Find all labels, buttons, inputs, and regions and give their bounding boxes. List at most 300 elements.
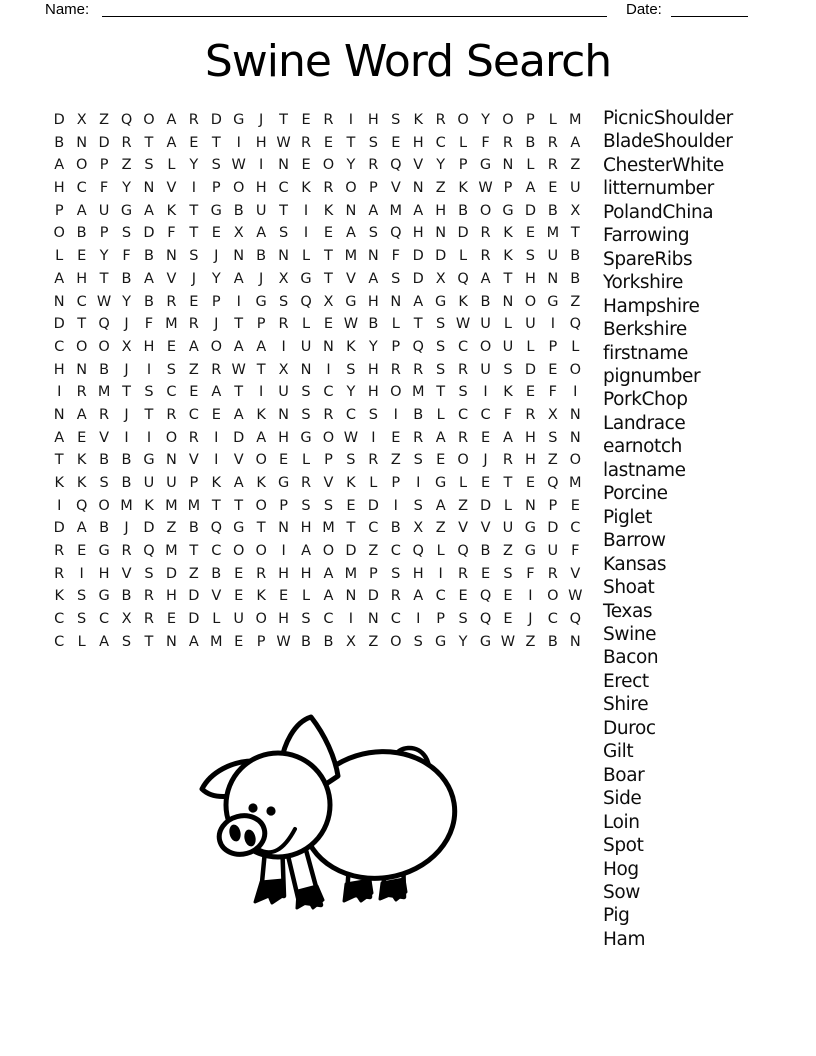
grid-letter: T [436, 384, 446, 401]
grid-letter: C [345, 406, 356, 423]
grid-letter: Z [188, 565, 199, 582]
grid-letter: N [165, 452, 177, 469]
grid-letter: K [211, 475, 222, 491]
grid-letter: O [457, 112, 469, 128]
grid-letter: C [99, 611, 110, 628]
word-list-item: Side [603, 788, 642, 810]
grid-letter: K [144, 497, 154, 514]
grid-letter: U [255, 202, 267, 219]
grid-letter: I [416, 475, 421, 491]
grid-letter: R [413, 429, 424, 446]
grid-letter: B [570, 270, 581, 287]
grid-letter: U [278, 384, 289, 401]
grid-letter: Z [435, 180, 446, 197]
grid-letter: D [165, 565, 177, 582]
grid-letter: Z [166, 520, 177, 537]
grid-letter: G [524, 543, 537, 560]
grid-letter: L [548, 112, 557, 128]
grid-letter: T [413, 316, 423, 333]
grid-letter: M [165, 497, 178, 514]
grid-letter: S [391, 565, 401, 582]
grid-letter: N [323, 338, 334, 355]
pig-icon [182, 705, 462, 910]
grid-letter: R [413, 361, 424, 378]
grid-letter: A [368, 270, 379, 287]
grid-letter: R [121, 134, 132, 151]
grid-letter: C [76, 180, 87, 197]
grid-letter: S [503, 361, 513, 378]
grid-letter: R [323, 406, 334, 423]
grid-letter: H [278, 611, 290, 628]
grid-letter: J [259, 270, 264, 287]
grid-letter: V [99, 429, 110, 446]
grid-letter: V [390, 180, 401, 197]
grid-letter: P [526, 112, 535, 128]
grid-letter: L [459, 248, 468, 265]
grid-letter: E [211, 225, 221, 242]
grid-letter: S [458, 384, 468, 401]
grid-letter: A [54, 270, 65, 287]
grid-letter: F [503, 406, 513, 423]
grid-letter: Z [188, 361, 199, 378]
grid-letter: Y [458, 633, 468, 650]
grid-letter: U [547, 543, 559, 560]
grid-letter: A [323, 565, 334, 582]
grid-letter: F [122, 248, 131, 265]
grid-letter: R [368, 452, 379, 469]
word-list-item: Hampshire [603, 295, 700, 317]
grid-letter: L [212, 611, 221, 628]
grid-letter: H [300, 565, 312, 582]
grid-letter: M [187, 497, 201, 514]
grid-letter: W [478, 180, 493, 197]
grid-letter: K [256, 588, 266, 605]
grid-letter: D [479, 497, 492, 514]
grid-row [48, 132, 587, 155]
grid-row [48, 585, 587, 608]
grid-letter: C [570, 520, 581, 537]
grid-letter: K [54, 588, 64, 605]
grid-letter: K [166, 202, 177, 219]
grid-letter: M [546, 225, 560, 242]
grid-letter: S [436, 361, 446, 378]
grid-letter: K [323, 202, 334, 219]
grid-letter: A [211, 384, 222, 401]
grid-letter: H [165, 588, 177, 605]
grid-letter: R [166, 293, 177, 310]
grid-letter: R [480, 225, 491, 242]
grid-letter: K [76, 452, 87, 469]
grid-letter: S [144, 384, 154, 401]
word-list-item: Ham [603, 928, 646, 950]
grid-letter: W [500, 633, 516, 650]
grid-letter: N [547, 270, 559, 287]
grid-letter: T [234, 497, 244, 514]
grid-letter: T [279, 202, 289, 219]
grid-letter: L [301, 588, 311, 605]
grid-letter: M [97, 384, 111, 401]
grid-letter: A [233, 338, 244, 355]
grid-letter: I [416, 611, 421, 628]
grid-letter: B [480, 293, 491, 310]
grid-letter: N [300, 361, 312, 378]
grid-letter: G [233, 112, 245, 128]
grid-letter: I [438, 565, 443, 582]
grid-letter: B [233, 202, 244, 219]
grid-letter: S [368, 134, 378, 151]
grid-letter: I [191, 180, 196, 197]
grid-letter: G [143, 452, 155, 469]
grid-letter: Z [570, 157, 581, 174]
grid-letter: M [411, 384, 425, 401]
grid-letter: C [323, 611, 334, 628]
grid-letter: A [570, 134, 581, 151]
word-list-item: Landrace [603, 412, 686, 434]
grid-letter: L [526, 338, 535, 355]
word-list-item: Sow [603, 881, 640, 903]
grid-letter: N [278, 157, 290, 174]
grid-letter: S [346, 452, 356, 469]
grid-letter: K [346, 475, 356, 491]
grid-letter: I [573, 384, 578, 401]
grid-row [48, 359, 587, 382]
word-list-item: pignumber [603, 365, 701, 387]
word-list-item: Pig [603, 905, 630, 927]
grid-letter: C [278, 180, 289, 197]
grid-letter: R [525, 406, 536, 423]
grid-letter: C [323, 384, 334, 401]
grid-row [48, 427, 587, 450]
grid-letter: A [368, 202, 379, 219]
grid-letter: F [99, 180, 109, 197]
grid-letter: T [256, 361, 266, 378]
grid-letter: L [503, 316, 513, 333]
word-list-item: PicnicShoulder [603, 108, 733, 129]
grid-letter: D [53, 520, 65, 537]
grid-letter: T [279, 112, 289, 128]
grid-letter: R [76, 384, 87, 401]
grid-letter: C [435, 588, 446, 605]
grid-letter: E [525, 384, 535, 401]
grid-letter: N [278, 520, 290, 537]
grid-letter: J [528, 611, 533, 628]
grid-letter: R [323, 180, 334, 197]
grid-letter: H [367, 361, 379, 378]
grid-letter: V [121, 565, 132, 582]
grid-letter: L [167, 157, 176, 174]
grid-letter: D [53, 316, 65, 333]
grid-letter: A [256, 225, 267, 242]
grid-letter: U [480, 316, 491, 333]
grid-letter: S [144, 565, 154, 582]
grid-letter: T [570, 225, 580, 242]
grid-letter: B [211, 565, 222, 582]
grid-letter: B [323, 633, 334, 650]
grid-letter: S [391, 270, 401, 287]
grid-letter: E [391, 134, 401, 151]
grid-letter: U [569, 180, 581, 197]
grid-letter: D [547, 520, 559, 537]
grid-letter: S [413, 497, 423, 514]
grid-letter: H [524, 429, 536, 446]
grid-letter: K [346, 338, 356, 355]
grid-letter: E [211, 406, 221, 423]
grid-letter: Q [569, 611, 581, 628]
grid-letter: C [458, 406, 469, 423]
grid-row [48, 268, 587, 291]
grid-letter: C [76, 293, 87, 310]
grid-letter: C [54, 611, 65, 628]
grid-letter: P [436, 611, 446, 628]
grid-letter: G [479, 157, 492, 174]
grid-letter: W [568, 588, 583, 605]
grid-letter: I [550, 316, 555, 333]
grid-letter: L [436, 543, 445, 560]
grid-letter: E [234, 633, 244, 650]
grid-letter: X [121, 611, 132, 628]
grid-letter: V [323, 475, 334, 491]
grid-letter: A [435, 497, 446, 514]
grid-letter: X [278, 361, 289, 378]
grid-letter: O [524, 293, 537, 310]
grid-letter: Z [503, 543, 513, 560]
grid-letter: O [233, 543, 245, 560]
grid-letter: H [255, 134, 267, 151]
grid-letter: K [256, 406, 266, 423]
grid-letter: C [390, 611, 401, 628]
grid-letter: C [166, 384, 177, 401]
grid-letter: V [188, 452, 199, 469]
grid-letter: S [368, 225, 378, 242]
grid-letter: E [480, 429, 491, 446]
grid-letter: T [346, 134, 356, 151]
grid-letter: R [166, 406, 177, 423]
word-list-item: Swine [603, 623, 657, 645]
grid-letter: N [412, 180, 424, 197]
grid-letter: Q [210, 520, 222, 537]
grid-letter: X [76, 112, 87, 128]
grid-letter: X [547, 406, 558, 423]
grid-letter: S [166, 361, 177, 378]
grid-row [48, 631, 587, 654]
grid-letter: I [214, 429, 219, 446]
grid-letter: O [345, 180, 357, 197]
grid-row [48, 222, 587, 245]
grid-letter: A [233, 270, 244, 287]
grid-letter: Y [346, 157, 356, 174]
grid-letter: O [322, 543, 335, 560]
grid-letter: O [233, 180, 245, 197]
grid-letter: I [214, 452, 219, 469]
grid-letter: Q [390, 225, 402, 242]
word-search-grid [48, 109, 587, 654]
grid-letter: O [569, 361, 581, 378]
grid-letter: D [188, 611, 200, 628]
grid-letter: R [188, 429, 199, 446]
date-label: Date: [626, 1, 662, 18]
grid-letter: O [502, 112, 514, 128]
grid-letter: Y [436, 157, 446, 174]
grid-letter: S [413, 633, 423, 650]
grid-row [48, 177, 587, 200]
grid-letter: N [53, 406, 65, 423]
grid-letter: Q [300, 293, 312, 310]
grid-letter: R [480, 248, 491, 265]
grid-letter: N [345, 588, 357, 605]
grid-letter: W [231, 361, 246, 378]
grid-letter: K [301, 180, 311, 197]
grid-letter: I [483, 384, 488, 401]
grid-letter: T [503, 475, 513, 491]
grid-letter: B [390, 520, 401, 537]
grid-letter: X [570, 202, 581, 219]
grid-letter: K [458, 180, 468, 197]
grid-letter: U [480, 361, 491, 378]
grid-letter: J [124, 406, 129, 423]
word-list-item: Hog [603, 858, 639, 880]
word-list-item: litternumber [603, 178, 714, 200]
grid-letter: N [502, 293, 514, 310]
grid-letter: U [233, 611, 245, 628]
grid-letter: E [77, 429, 87, 446]
grid-letter: Q [120, 112, 133, 128]
grid-letter: A [256, 429, 267, 446]
grid-letter: N [143, 180, 155, 197]
grid-letter: L [459, 134, 468, 151]
grid-letter: U [98, 202, 110, 219]
grid-letter: X [121, 338, 132, 355]
grid-letter: Q [412, 543, 424, 560]
grid-letter: C [188, 406, 199, 423]
grid-letter: H [367, 112, 379, 128]
grid-letter: H [98, 565, 110, 582]
grid-letter: F [571, 543, 580, 560]
grid-letter: X [435, 270, 446, 287]
grid-letter: Q [412, 338, 424, 355]
grid-letter: L [459, 475, 468, 491]
grid-letter: R [188, 316, 199, 333]
grid-letter: S [525, 248, 536, 265]
grid-letter: H [278, 565, 290, 582]
grid-letter: R [300, 475, 312, 491]
word-list-item: Barrow [603, 530, 666, 552]
grid-row [48, 313, 587, 336]
grid-letter: P [54, 202, 64, 219]
grid-letter: B [458, 202, 469, 219]
grid-letter: B [368, 316, 379, 333]
grid-letter: P [256, 633, 266, 650]
grid-letter: O [75, 338, 88, 355]
grid-letter: I [348, 112, 354, 128]
grid-letter: Q [569, 316, 581, 333]
grid-letter: W [231, 157, 246, 174]
grid-letter: F [481, 134, 490, 151]
grid-letter: E [189, 293, 199, 310]
grid-letter: Y [122, 180, 131, 197]
word-list-item: PolandChina [603, 201, 714, 223]
word-list-item: Shoat [603, 577, 655, 599]
grid-letter: G [345, 293, 357, 310]
grid-row [48, 472, 587, 495]
grid-letter: E [480, 475, 491, 491]
grid-letter: N [53, 293, 65, 310]
grid-letter: N [390, 293, 402, 310]
grid-letter: G [300, 429, 312, 446]
grid-letter: Z [570, 293, 581, 310]
grid-letter: H [412, 134, 424, 151]
grid-letter: V [458, 520, 469, 537]
grid-letter: W [343, 316, 359, 333]
grid-letter: K [256, 475, 266, 491]
grid-letter: Y [99, 248, 109, 265]
grid-letter: H [367, 293, 379, 310]
grid-letter: S [77, 588, 87, 605]
grid-letter: Y [189, 157, 199, 174]
grid-letter: D [435, 248, 447, 265]
grid-letter: B [188, 520, 199, 537]
grid-letter: B [413, 406, 424, 423]
grid-letter: A [166, 134, 177, 151]
grid-letter: Y [346, 384, 356, 401]
word-list-item: Spot [603, 835, 644, 857]
grid-letter: E [77, 543, 87, 560]
word-list-item: Porcine [603, 483, 668, 505]
grid-letter: E [323, 225, 334, 242]
grid-letter: P [211, 180, 221, 197]
grid-letter: B [525, 134, 536, 151]
grid-letter: R [547, 157, 558, 174]
grid-letter: T [144, 633, 154, 650]
grid-letter: R [547, 565, 558, 582]
grid-letter: N [367, 611, 379, 628]
grid-letter: D [412, 270, 424, 287]
grid-letter: J [124, 316, 129, 333]
grid-letter: H [367, 384, 379, 401]
grid-letter: A [54, 157, 65, 174]
grid-letter: F [391, 248, 400, 265]
grid-letter: F [144, 316, 154, 333]
word-list-item: Texas [603, 600, 653, 622]
grid-letter: B [570, 248, 581, 265]
grid-letter: R [458, 429, 469, 446]
grid-letter: M [569, 475, 582, 491]
grid-letter: E [503, 588, 513, 605]
grid-letter: L [369, 475, 378, 491]
grid-letter: T [211, 497, 221, 514]
word-list-item: Boar [603, 764, 645, 786]
grid-letter: L [526, 157, 535, 174]
grid-letter: O [479, 202, 492, 219]
grid-letter: O [255, 543, 267, 560]
grid-letter: P [324, 452, 333, 469]
grid-letter: R [502, 134, 513, 151]
grid-letter: T [77, 316, 87, 333]
grid-letter: Z [368, 633, 379, 650]
grid-letter: B [99, 361, 110, 378]
grid-letter: E [189, 134, 199, 151]
grid-letter: P [548, 497, 558, 514]
grid-letter: N [569, 429, 581, 446]
grid-row [48, 291, 587, 314]
grid-letter: E [436, 452, 446, 469]
grid-letter: A [301, 543, 311, 560]
grid-letter: I [146, 429, 152, 446]
grid-letter: T [189, 225, 199, 242]
grid-letter: Q [547, 475, 559, 491]
grid-letter: A [188, 338, 199, 355]
grid-letter: E [189, 384, 199, 401]
grid-letter: M [569, 112, 582, 128]
